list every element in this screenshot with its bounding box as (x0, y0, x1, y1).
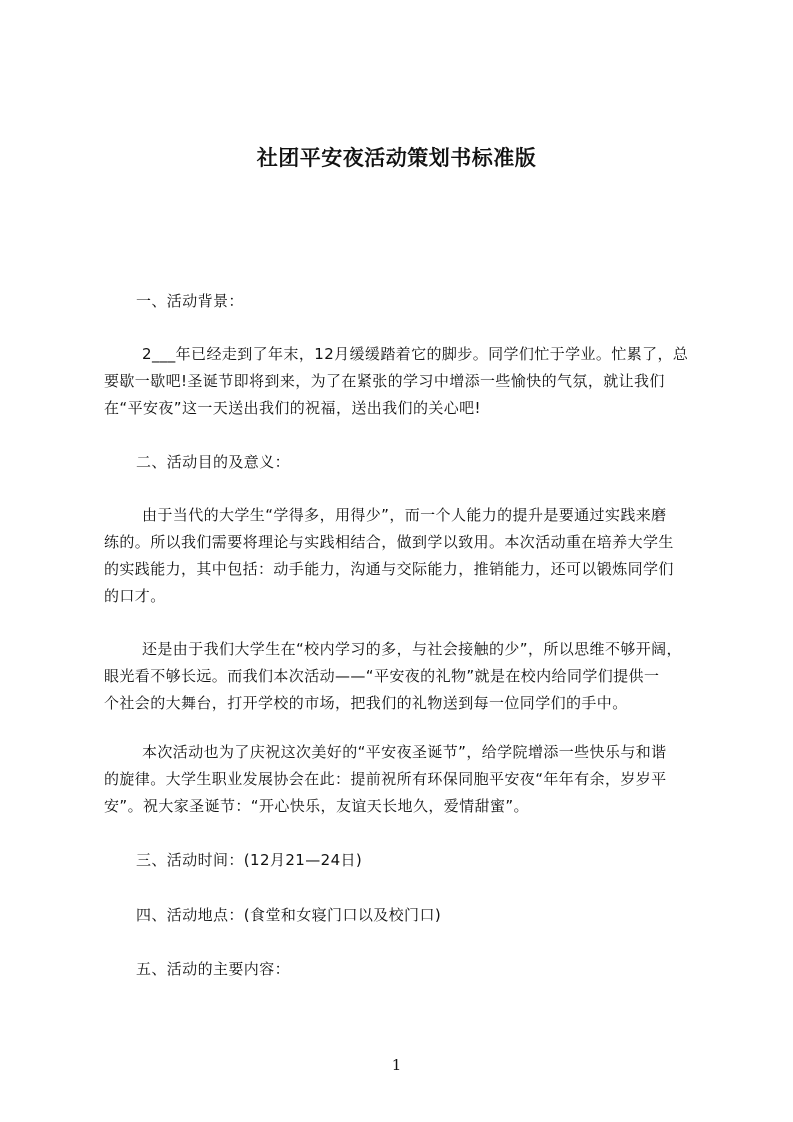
section-heading-background: 一、活动背景： (136, 292, 244, 310)
paragraph-background (104, 341, 700, 422)
paragraph-purpose-3 (104, 739, 700, 820)
paragraph-line: 练的。所以我们需要将理论与实践相结合，做到学以致用。本次活动重在培养大学生 (104, 533, 674, 551)
paragraph-line: 还是由于我们大学生在“校内学习的多，与社会接触的少”，所以思维不够开阔， (142, 640, 682, 658)
paragraph-line: 由于当代的大学生“学得多，用得少”，而一个人能力的提升是要通过实践来磨 (142, 506, 667, 524)
section-heading-content: 五、活动的主要内容： (136, 960, 291, 978)
paragraph-purpose-2 (104, 636, 700, 717)
page-number: 1 (391, 1056, 402, 1074)
paragraph-line: 个社会的大舞台，打开学校的市场，把我们的礼物送到每一位同学们的手中。 (104, 694, 628, 712)
paragraph-line: 的实践能力，其中包括：动手能力，沟通与交际能力，推销能力，还可以锻炼同学们 (104, 560, 674, 578)
paragraph-purpose-1 (104, 502, 700, 610)
paragraph-line: 本次活动也为了庆祝这次美好的“平安夜圣诞节”，给学院增添一些快乐与和谐 (142, 743, 667, 761)
section-heading-time: 三、活动时间：(12月21—24日) (136, 851, 363, 869)
document-title: 社团平安夜活动策划书标准版 (256, 146, 537, 170)
paragraph-line: 的旋律。大学生职业发展协会在此：提前祝所有环保同胞平安夜“年年有余，岁岁平 (104, 770, 667, 788)
section-heading-location: 四、活动地点：(食堂和女寝门口以及校门口) (136, 906, 442, 924)
paragraph-line: 的口才。 (104, 587, 166, 605)
paragraph-line: 安”。祝大家圣诞节：“开心快乐，友谊天长地久，爱情甜蜜”。 (104, 797, 529, 815)
paragraph-line: 在“平安夜”这一天送出我们的祝福，送出我们的关心吧! (104, 399, 481, 417)
paragraph-line: 2___年已经走到了年末，12月缓缓踏着它的脚步。同学们忙于学业。忙累了，总 (142, 345, 689, 363)
paragraph-line: 眼光看不够长远。而我们本次活动——“平安夜的礼物”就是在校内给同学们提供一 (104, 667, 660, 685)
paragraph-line: 要歇一歇吧!圣诞节即将到来，为了在紧张的学习中增添一些愉快的气氛，就让我们 (104, 372, 665, 390)
section-heading-purpose: 二、活动目的及意义： (136, 453, 291, 471)
